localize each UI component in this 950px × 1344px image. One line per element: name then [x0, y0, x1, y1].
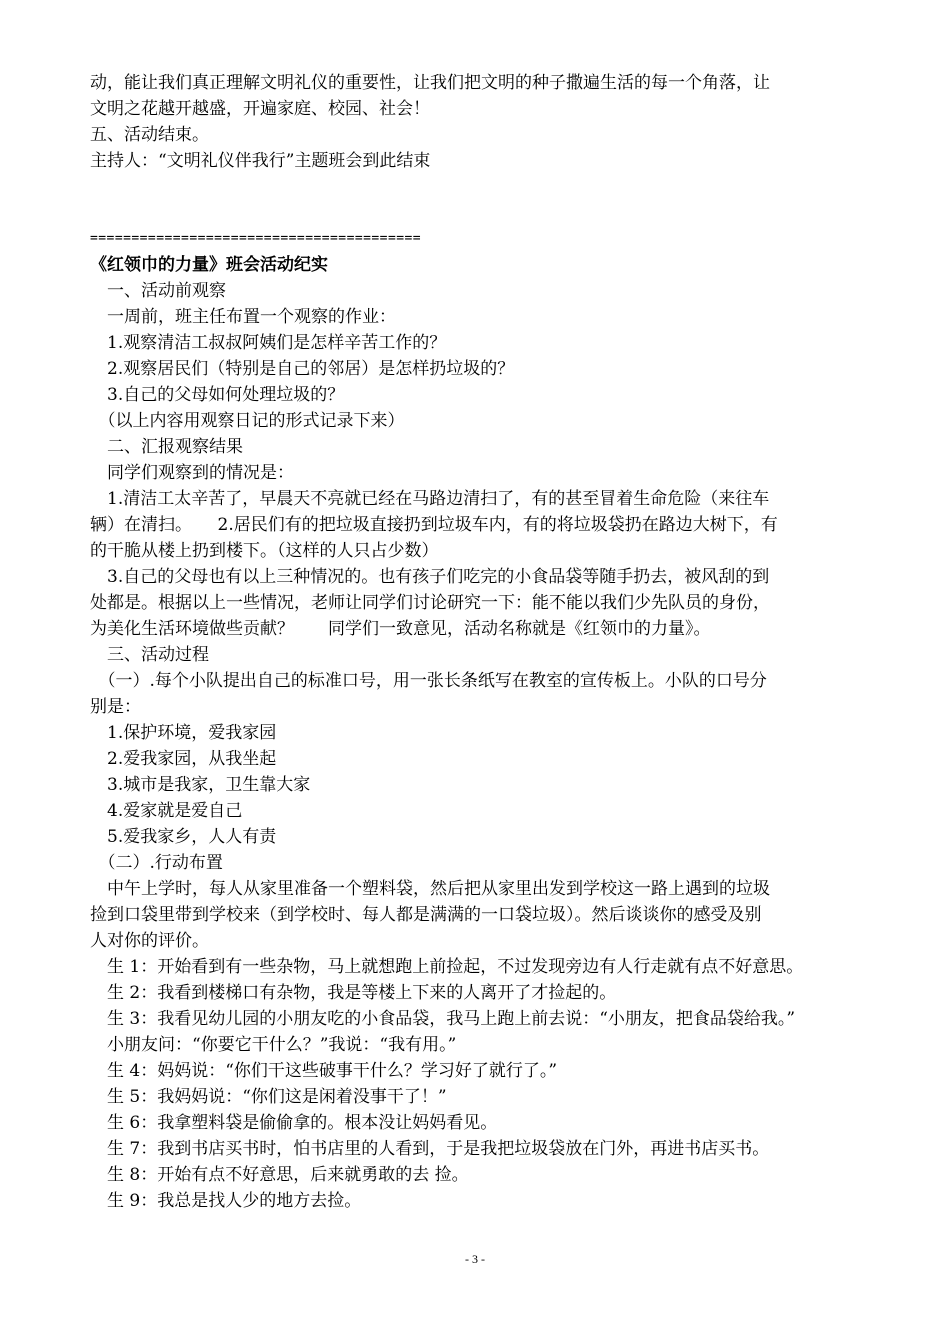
- article-line: 生 2：我看到楼梯口有杂物，我是等楼上下来的人离开了才捡起的。: [90, 983, 617, 1003]
- article-line: 2.爱我家园，从我坐起: [90, 749, 277, 769]
- separator-line: ========================================: [90, 231, 422, 246]
- article-line: （一）.每个小队提出自己的标准口号，用一张长条纸写在教室的宣传板上。小队的口号分: [90, 671, 767, 691]
- article-line: （二）.行动布置: [90, 853, 223, 873]
- article-line: 生 1：开始看到有一些杂物，马上就想跑上前捡起，不过发现旁边有人行走就有点不好意思。: [90, 957, 804, 977]
- article-line: 三、活动过程: [90, 645, 209, 665]
- section-heading: 五、活动结束。: [90, 125, 209, 145]
- text-line: 动，能让我们真正理解文明礼仪的重要性，让我们把文明的种子撒遍生活的每一个角落，让: [90, 73, 770, 93]
- article-line: 的干脆从楼上扔到楼下。（这样的人只占少数）: [90, 541, 439, 561]
- article-line: 3.自己的父母如何处理垃圾的？: [90, 385, 345, 405]
- article-line: 辆）在清扫。 2.居民们有的把垃圾直接扔到垃圾车内，有的将垃圾袋扔在路边大树下，有: [90, 515, 778, 535]
- article-line: 小朋友问：“你要它干什么？”我说：“我有用。”: [90, 1035, 457, 1055]
- article-line: 二、汇报观察结果: [90, 437, 243, 457]
- article-line: 捡到口袋里带到学校来（到学校时、每人都是满满的一口袋垃圾）。然后谈谈你的感受及别: [90, 905, 762, 925]
- article-line: 一周前，班主任布置一个观察的作业：: [90, 307, 396, 327]
- text-line: 文明之花越开越盛，开遍家庭、校园、社会！: [90, 99, 430, 119]
- article-line: 4.爱家就是爱自己: [90, 801, 243, 821]
- article-line: 中午上学时，每人从家里准备一个塑料袋，然后把从家里出发到学校这一路上遇到的垃圾: [90, 879, 770, 899]
- article-line: 生 7：我到书店买书时，怕书店里的人看到，于是我把垃圾袋放在门外，再进书店买书。: [90, 1139, 770, 1159]
- article-line: 人对你的评价。: [90, 931, 209, 951]
- article-line: 生 6：我拿塑料袋是偷偷拿的。根本没让妈妈看见。: [90, 1113, 498, 1133]
- blank-space: [90, 174, 870, 226]
- article-line: 为美化生活环境做些贡献？ 同学们一致意见，活动名称就是《红领巾的力量》。: [90, 619, 711, 639]
- page-number: - 3 -: [465, 1252, 485, 1266]
- article-line: 1.清洁工太辛苦了，早晨天不亮就已经在马路边清扫了，有的甚至冒着生命危险（来往车: [90, 489, 770, 509]
- document-page: [90, 70, 870, 1214]
- article-line: 生 9：我总是找人少的地方去捡。: [90, 1191, 362, 1211]
- article-line: 生 8：开始有点不好意思，后来就勇敢的去 捡。: [90, 1165, 469, 1185]
- article-line: 生 5：我妈妈说：“你们这是闲着没事干了！”: [90, 1087, 447, 1107]
- article-line: 5.爱我家乡，人人有责: [90, 827, 277, 847]
- intro-block: [90, 70, 870, 174]
- article-line: 同学们观察到的情况是：: [90, 463, 294, 483]
- article-title: 《红领巾的力量》班会活动纪实: [90, 255, 328, 275]
- article-line: 2.观察居民们（特别是自己的邻居）是怎样扔垃圾的？: [90, 359, 515, 379]
- article-line: 1.保护环境，爱我家园: [90, 723, 277, 743]
- article-line: 3.城市是我家，卫生靠大家: [90, 775, 311, 795]
- host-closing-line: 主持人：“文明礼仪伴我行”主题班会到此结束: [90, 151, 431, 171]
- article-line: 处都是。根据以上一些情况，老师让同学们讨论研究一下：能不能以我们少先队员的身份，: [90, 593, 770, 613]
- article-body: [90, 278, 870, 1214]
- article-line: 3.自己的父母也有以上三种情况的。也有孩子们吃完的小食品袋等随手扔去，被风刮的到: [90, 567, 770, 587]
- article-line: 别是：: [90, 697, 141, 717]
- article-line: 1.观察清洁工叔叔阿姨们是怎样辛苦工作的？: [90, 333, 447, 353]
- article-line: （以上内容用观察日记的形式记录下来）: [90, 411, 405, 431]
- article-line: 一、活动前观察: [90, 281, 226, 301]
- article-line: 生 4：妈妈说：“你们干这些破事干什么？学习好了就行了。”: [90, 1061, 558, 1081]
- article-line: 生 3：我看见幼儿园的小朋友吃的小食品袋，我马上跑上前去说：“小朋友，把食品袋给我。”: [90, 1009, 796, 1029]
